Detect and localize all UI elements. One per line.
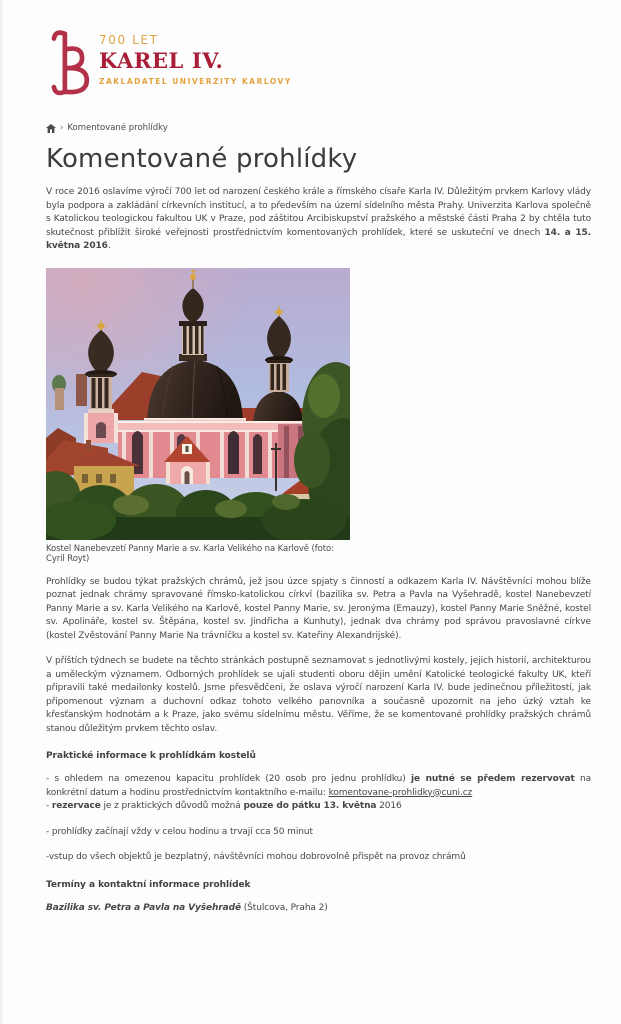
text-segment: rezervace [51, 801, 101, 811]
logo-text [99, 26, 292, 86]
logo-subtitle: ZAKLADATEL UNIVERZITY KARLOVY [99, 77, 292, 86]
breadcrumb-current: Komentované prohlídky [67, 123, 168, 133]
text-segment: V příštích týdnech se budete na těchto stránkách postupně seznamovat s jednotlivými kostely, jejich historií, architekturou a uměleckým významem. Odborných prohlídek se ujali studenti oboru dějin umění Katolické teologické fakulty UK, kteří připravili také medailonky kostelů. Jsme přesvědčeni, že oslava výročí narození Karla IV. bude jedinečnou příležitostí, jak připomenout význam a duchovní odkaz tohoto velkého panovníka a současně upozornit na jeho úzký vztah ke křesťanským hodnotám a k Praze, jako svému sídelnímu městu. Věříme, že se komentované prohlídky pražských chrámů stanou důležitým prvkem těchto oslav. [46, 656, 591, 734]
photo-facade [118, 421, 314, 478]
text-segment: - [46, 801, 52, 811]
terms-heading: Termíny a kontaktní informace prohlídek [46, 879, 251, 890]
text-segment: - s ohledem na omezenou kapacitu prohlídek (20 osob pro jednu prohlídku) [46, 774, 412, 784]
text-segment: Prohlídky se budou týkat pražských chrámů, jež jsou úzce spjaty s činností a odkazem Karla IV. Návštěvníci mohou blíže poznat jednak chrámy spravované římsko-katolickou církví (bazilika sv. Petra a Pavla na Vyšehradě, kostel Nanebevzetí Panny Marie a sv. Karla Velikého na Karlově, kostel Panny Marie, sv. Jeronýma (Emauzy), kostel Panny Marie Sněžné, kostel sv. Apolináře, kostel sv. Štěpána, kostel sv. Jindřicha a Kunhuty), jednak dva chrámy pod správou pravoslavné církve (kostel Zvěstování Panny Marie Na trávníčku a kostel sv. Kateřiny Alexandrijské). [46, 576, 591, 641]
bullet-reservation [46, 773, 591, 800]
church-photo-figure [46, 268, 350, 564]
breadcrumb [46, 123, 591, 133]
church-photo [46, 268, 350, 540]
text-segment: (Štulcova, Praha 2) [241, 902, 328, 913]
text-segment: Bazilika sv. Petra a Pavla na Vyšehradě [46, 902, 241, 913]
bullet-free-entry: -vstup do všech objektů je bezplatný, návštěvníci mohou dobrovolně přispět na provoz chrámů [46, 852, 466, 862]
venue-line [46, 902, 591, 916]
bullet-duration: - prohlídky začínají vždy v celou hodinu a trvají cca 50 minut [46, 826, 313, 837]
intro-paragraph [46, 186, 591, 254]
text-segment: pouze do pátku 13. května [243, 801, 377, 811]
text-segment: na konkrétní datum a hodinu prostřednictvím kontaktního e-mailu: [46, 774, 592, 798]
page-title: Komentované prohlídky [46, 144, 358, 174]
logo-top-label: 700 LET [99, 33, 159, 47]
text-segment: je z praktických důvodů možná [100, 801, 244, 811]
bullet-deadline [46, 800, 591, 814]
site-logo[interactable] [46, 26, 591, 102]
home-icon[interactable] [46, 124, 56, 133]
breadcrumb-separator: › [60, 123, 64, 133]
text-segment: je nutné se předem rezervovat [411, 774, 575, 784]
practical-info-heading: Praktické informace k prohlídkám kostelů [46, 751, 256, 761]
text-segment: . [107, 241, 111, 251]
text-segment: 2016 [376, 801, 402, 811]
logo-glyph-icon [46, 26, 90, 102]
paragraph-weeks [46, 655, 591, 736]
reservation-bullets [46, 773, 591, 814]
photo-caption: Kostel Nanebevzetí Panny Marie a sv. Karla Velikého na Karlově (foto: Cyril Royt) [46, 543, 334, 564]
text-segment: 14. a 15. května 2016 [46, 227, 591, 251]
text-segment: V roce 2016 oslavíme výročí 700 let od narození českého krále a římského císaře Karla IV. Důležitým prvkem Karlovy vlády byla podpora a zakládání církevních institucí, a to především na území sídelního města Prahy. Univerzita Karlova společně s Katolickou teologickou fakultou UK v Praze, pod záštitou Arcibiskupství pražského a městské části Praha 2 by chtěla tuto skutečnost přiblížit široké veřejnosti prostřednictvím komentovaných prohlídek, které se uskuteční ve dnech [46, 187, 591, 238]
email-link[interactable]: komentovane-prohlidky@cuni.cz [328, 787, 473, 798]
paragraph-churches [46, 576, 591, 644]
logo-title: KAREL IV. [99, 48, 224, 73]
